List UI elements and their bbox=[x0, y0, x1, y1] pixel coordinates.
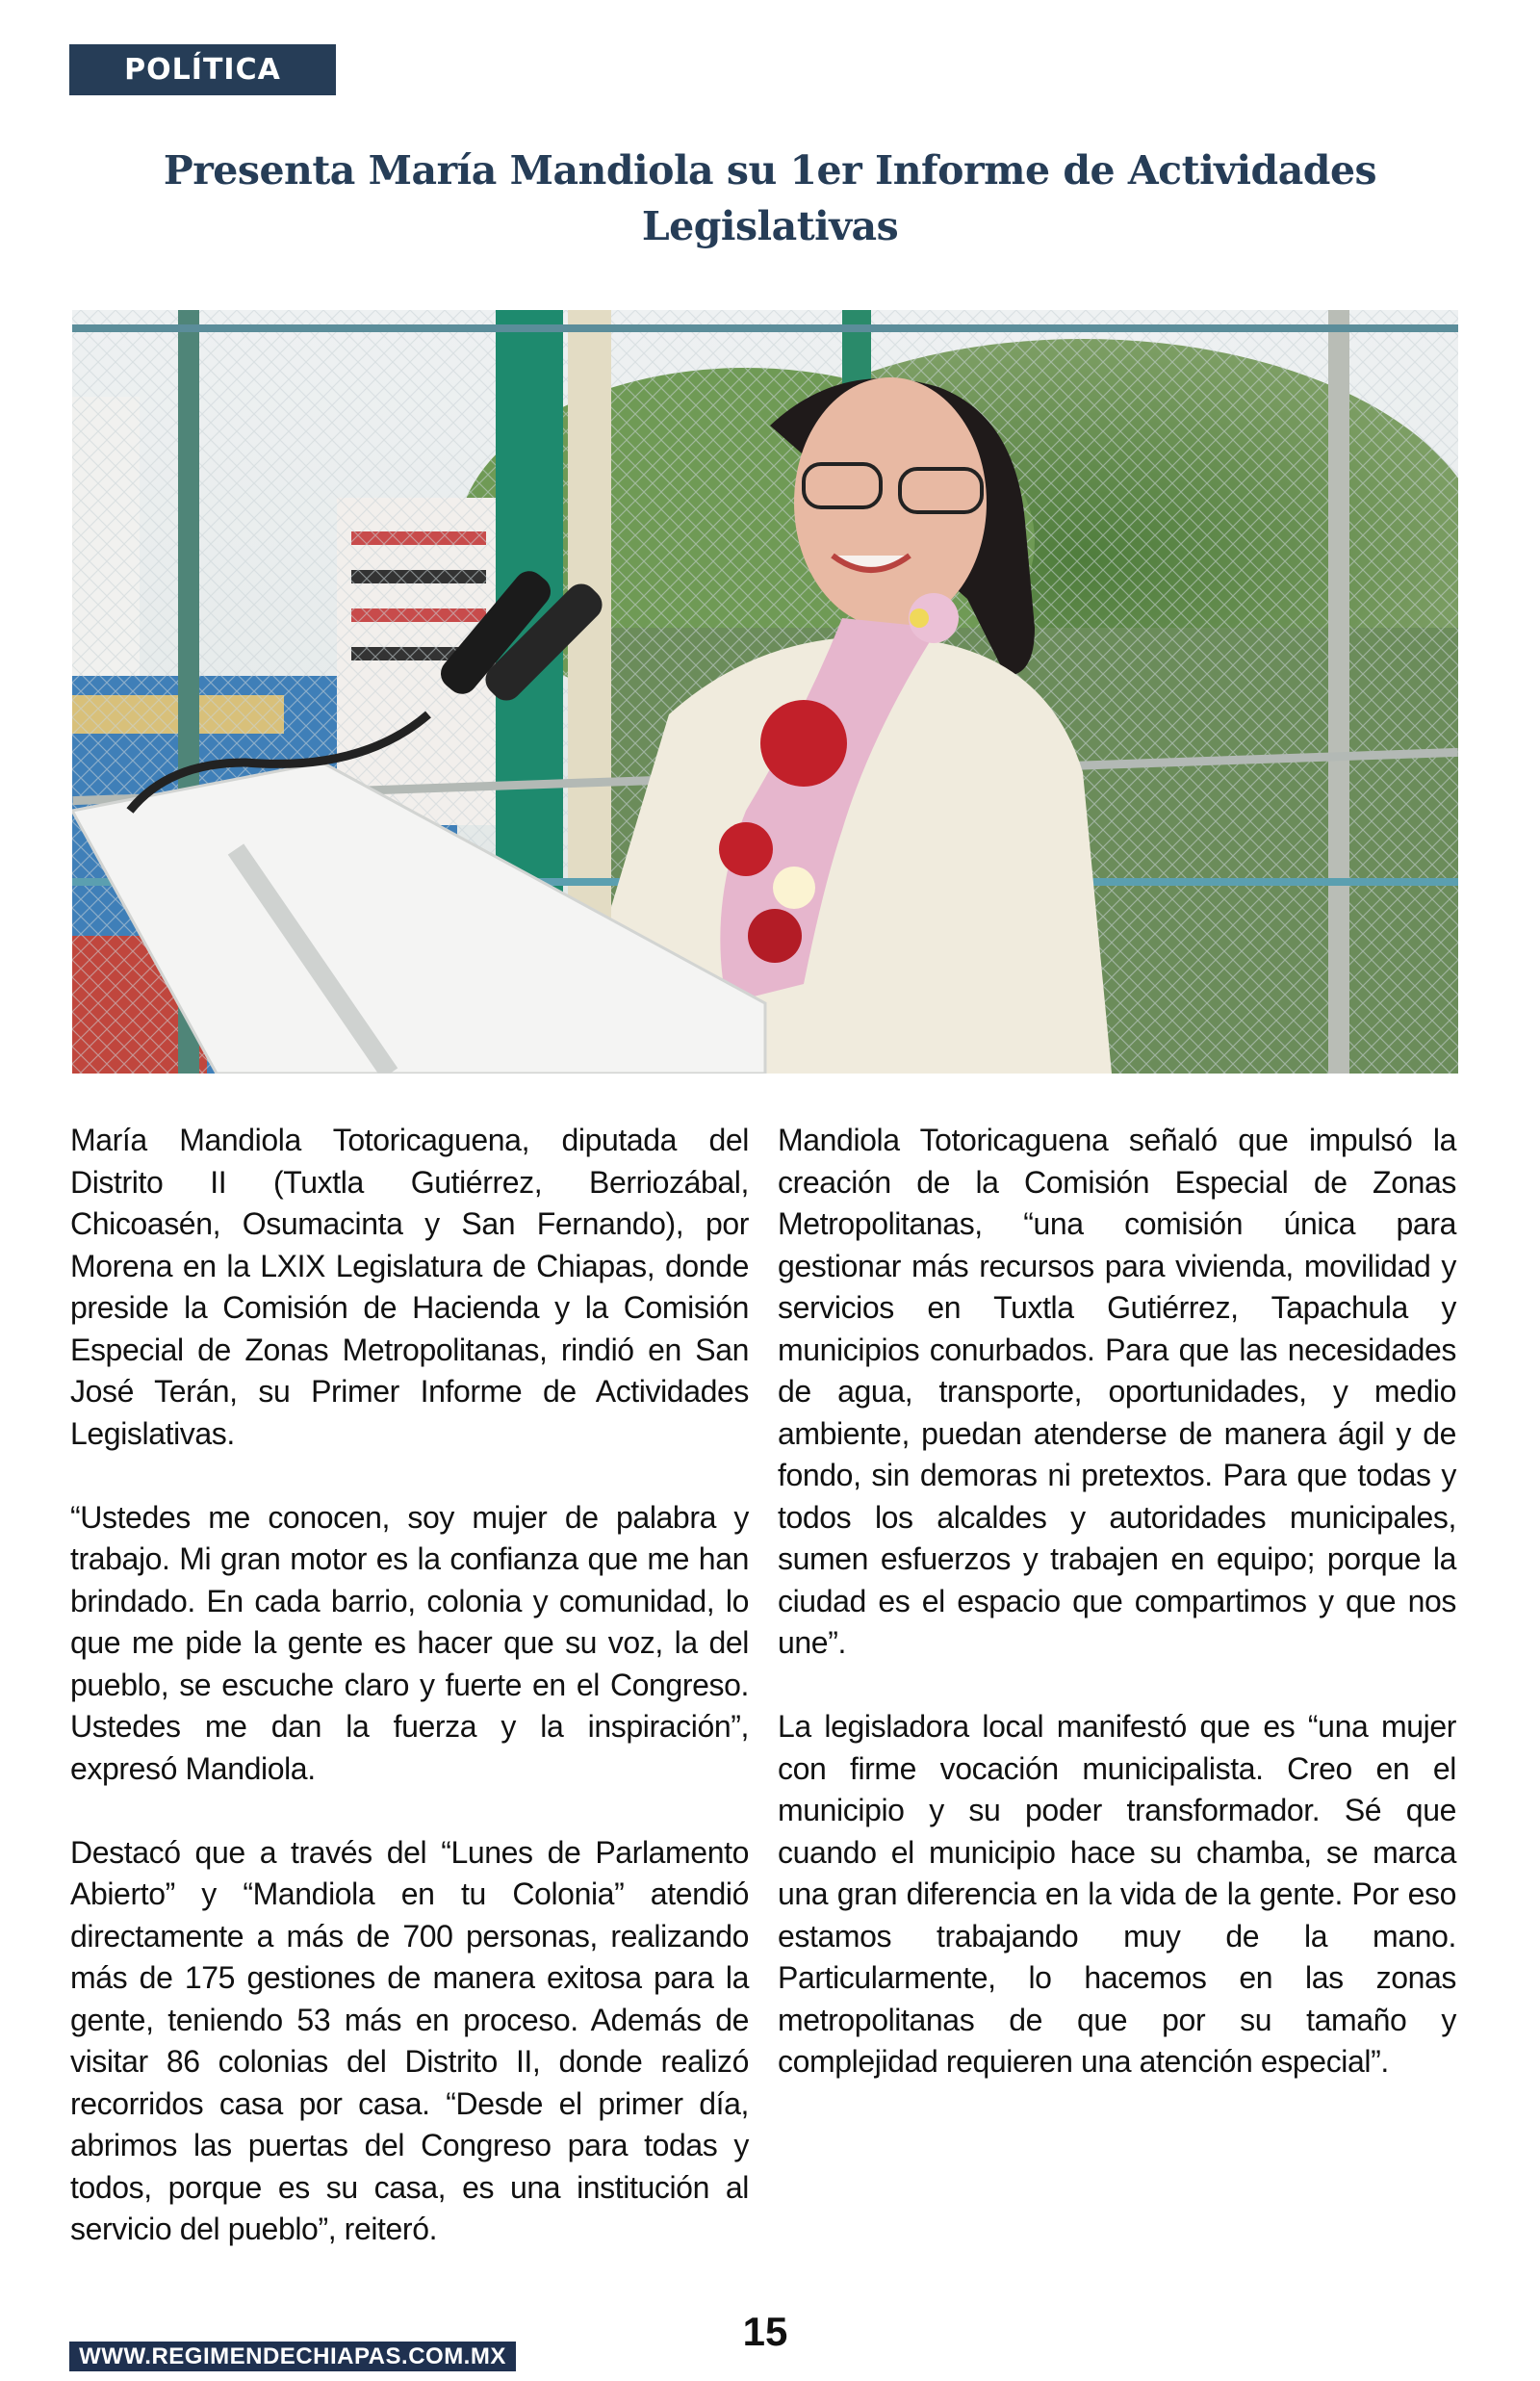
website-link[interactable]: WWW.REGIMENDECHIAPAS.COM.MX bbox=[69, 2342, 516, 2371]
red-rose-3 bbox=[748, 909, 802, 963]
article-photo bbox=[72, 310, 1458, 1074]
section-tag: POLÍTICA bbox=[69, 44, 336, 95]
fence-post-right bbox=[1328, 310, 1349, 1074]
photo-illustration bbox=[72, 310, 1458, 1074]
paragraph: Destacó que a través del “Lunes de Parlamento Abierto” y “Mandiola en tu Colonia” atendió directamente a más de 700 personas, realizando más de 175 gestiones de manera exitosa para la gente, teniendo 53 más en proceso. Además de visitar 86 colonias del Distrito II, donde realizó recorridos casa por casa. “Desde el primer día, abrimos las puertas del Congreso para todas y todos, porque es su casa, es una institución al servicio del pueblo”, reiteró. bbox=[70, 1834, 749, 2246]
paragraph: “Ustedes me conocen, soy mujer de palabra y trabajo. Mi gran motor es la confianza que me han brindado. En cada barrio, colonia y comunidad, lo que me pide la gente es hacer que su voz, la del pueblo, se escuche claro y fuerte en el Congreso. Ustedes me dan la fuerza y la inspiración”, expresó Mandiola. bbox=[70, 1499, 749, 1786]
page-number: 15 bbox=[742, 2309, 788, 2354]
red-rose-2 bbox=[719, 822, 773, 876]
fence-rail-top bbox=[72, 324, 1458, 332]
earring-center bbox=[910, 608, 929, 628]
headline: Presenta María Mandiola su 1er Informe de Actividades Legislativas bbox=[163, 147, 1377, 249]
green-post-top bbox=[842, 310, 871, 387]
paragraph: La legisladora local manifestó que es “una mujer con firme vocación municipalista. Creo en el municipio y su poder transformador. Sé que cuando el municipio hace su chamba, se marca una gran diferencia en la vida de la gente. Por eso estamos trabajando muy de la mano. Particularmente, lo hacemos en las zonas metropolitanas de que por su tamaño y complejidad requieren una atención especial”. bbox=[778, 1709, 1456, 2079]
paragraph: María Mandiola Totoricaguena, diputada del Distrito II (Tuxtla Gutiérrez, Berriozábal, Chicoasén, Osumacinta y San Fernando), por Morena en la LXIX Legislatura de Chiapas, donde preside la Comisión de Hacienda y la Comisión Especial de Zonas Metropolitanas, rindió en San José Terán, su Primer Informe de Actividades Legislativas. bbox=[70, 1123, 749, 1451]
white-flower bbox=[773, 867, 815, 909]
left-column bbox=[70, 1120, 749, 2292]
paragraph: Mandiola Totoricaguena señaló que impulsó la creación de la Comisión Especial de Zonas Metropolitanas, “una comisión única para gestionar más recursos para vivienda, movilidad y servicios en Tuxtla Gutiérrez, Tapachula y municipios conurbados. Para que las necesidades de agua, transporte, oportunidades, y medio ambiente, puedan atenderse de manera ágil y de fondo, sin demoras ni pretextos. Para que todas y todos los alcaldes y autoridades municipales, sumen esfuerzos y trabajen en equipo; porque la ciudad es el espacio que compartimos y que nos une”. bbox=[778, 1123, 1456, 1660]
red-rose bbox=[760, 700, 847, 787]
face bbox=[794, 377, 987, 628]
right-column bbox=[778, 1120, 1456, 2125]
